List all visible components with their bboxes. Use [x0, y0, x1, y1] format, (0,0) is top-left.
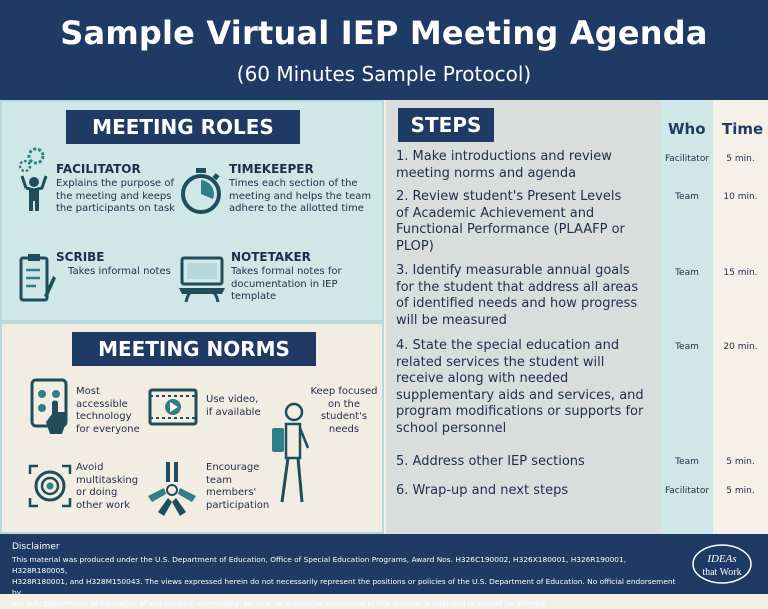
- who-column: [661, 100, 713, 534]
- norm-keep-focused: Keep focused on the student's needs: [310, 386, 378, 435]
- step-1-who: Facilitator: [664, 154, 710, 164]
- disclaimer-title: Disclaimer: [12, 542, 60, 552]
- clipboard-pencil-icon: [18, 252, 56, 304]
- step-3-text: 3. Identify measurable annual goals for the student that address all areas of identified needs and how progress will be measured: [396, 263, 639, 328]
- step-6-who: Facilitator: [664, 486, 710, 496]
- step-5-who: Team: [675, 457, 699, 467]
- step-1-time: 5 min.: [726, 154, 755, 164]
- meeting-roles-heading: MEETING ROLES: [66, 110, 300, 144]
- step-2-time: 10 min.: [723, 192, 758, 202]
- role-timekeeper-desc: Times each section of the meeting and helps the team adhere to the allotted time: [229, 178, 372, 214]
- role-facilitator-desc: Explains the purpose of the meeting and keeps the participants on task: [56, 178, 175, 214]
- step-1-text: 1. Make introductions and review meeting norms and agenda: [396, 149, 612, 181]
- steps-panel: [386, 100, 768, 534]
- step-6-time: 5 min.: [726, 486, 755, 496]
- page-subtitle: (60 Minutes Sample Protocol): [236, 62, 532, 86]
- role-facilitator-title: FACILITATOR: [56, 162, 141, 176]
- facilitator-gears-icon: [16, 146, 52, 212]
- step-3-who: Team: [675, 268, 699, 278]
- step-4-text: 4. State the special education and related services the student will receive along with needed supplementary aids and services, and program modifications or supports for school personnel: [396, 338, 644, 436]
- step-3-time: 15 min.: [723, 268, 758, 278]
- disclaimer-text: This material was produced under the U.S. Department of Education, Office of Special Education Programs, Award Nos. H326C190002, H326X180001, H326R190001, H328R180005, H328R180001, and H328M150043. The views expressed herein do not necessarily represent the positions or policies of the U.S. Department of Education. No official endorsement by the U.S. Department of Education of any product, commodity, service, or enterprise mentioned in this webinar is intended or should be inferred.: [12, 555, 676, 608]
- step-5-time: 5 min.: [726, 457, 755, 467]
- role-scribe-title: SCRIBE: [56, 250, 105, 264]
- norm-accessible-tech: Most accessible technology for everyone: [76, 386, 140, 435]
- svg-text:IDEAs: IDEAs: [707, 553, 737, 565]
- svg-text:that Work: that Work: [702, 567, 742, 578]
- norm-encourage-participation: Encourage team members' participation: [206, 462, 270, 511]
- tablet-touch-icon: [28, 378, 72, 436]
- disclaimer-footer: [0, 534, 768, 608]
- video-player-icon: [148, 388, 198, 428]
- norm-use-video: Use video, if available: [206, 394, 261, 418]
- role-notetaker-desc: Takes formal notes for documentation in IEP template: [231, 266, 342, 302]
- student-backpack-icon: [268, 402, 312, 512]
- meeting-norms-heading: MEETING NORMS: [72, 332, 316, 366]
- step-6-text: 6. Wrap-up and next steps: [396, 483, 569, 498]
- target-icon: [28, 464, 72, 508]
- team-hands-icon: [144, 458, 200, 518]
- step-5-text: 5. Address other IEP sections: [396, 454, 585, 469]
- step-2-who: Team: [675, 192, 699, 202]
- page-title: Sample Virtual IEP Meeting Agenda: [60, 14, 708, 52]
- time-column: [713, 100, 768, 534]
- stopwatch-icon: [178, 166, 224, 216]
- meeting-norms-panel: [0, 322, 384, 534]
- step-4-time: 20 min.: [723, 342, 758, 352]
- steps-heading: STEPS: [398, 108, 494, 142]
- page-header: [0, 0, 768, 100]
- step-4-who: Team: [675, 342, 699, 352]
- role-notetaker-title: NOTETAKER: [231, 250, 311, 264]
- step-2-text: 2. Review student's Present Levels of Academic Achievement and Functional Performance (PLAAFP or PLOP): [396, 189, 625, 254]
- role-scribe-desc: Takes informal notes: [68, 266, 171, 277]
- laptop-typing-icon: [178, 254, 226, 304]
- time-column-header: Time: [722, 120, 764, 138]
- norm-avoid-multitasking: Avoid multitasking or doing other work: [76, 462, 139, 511]
- role-timekeeper-title: TIMEKEEPER: [229, 162, 314, 176]
- ideas-that-work-logo: [690, 542, 754, 586]
- who-column-header: Who: [668, 120, 706, 138]
- meeting-roles-panel: [0, 100, 384, 322]
